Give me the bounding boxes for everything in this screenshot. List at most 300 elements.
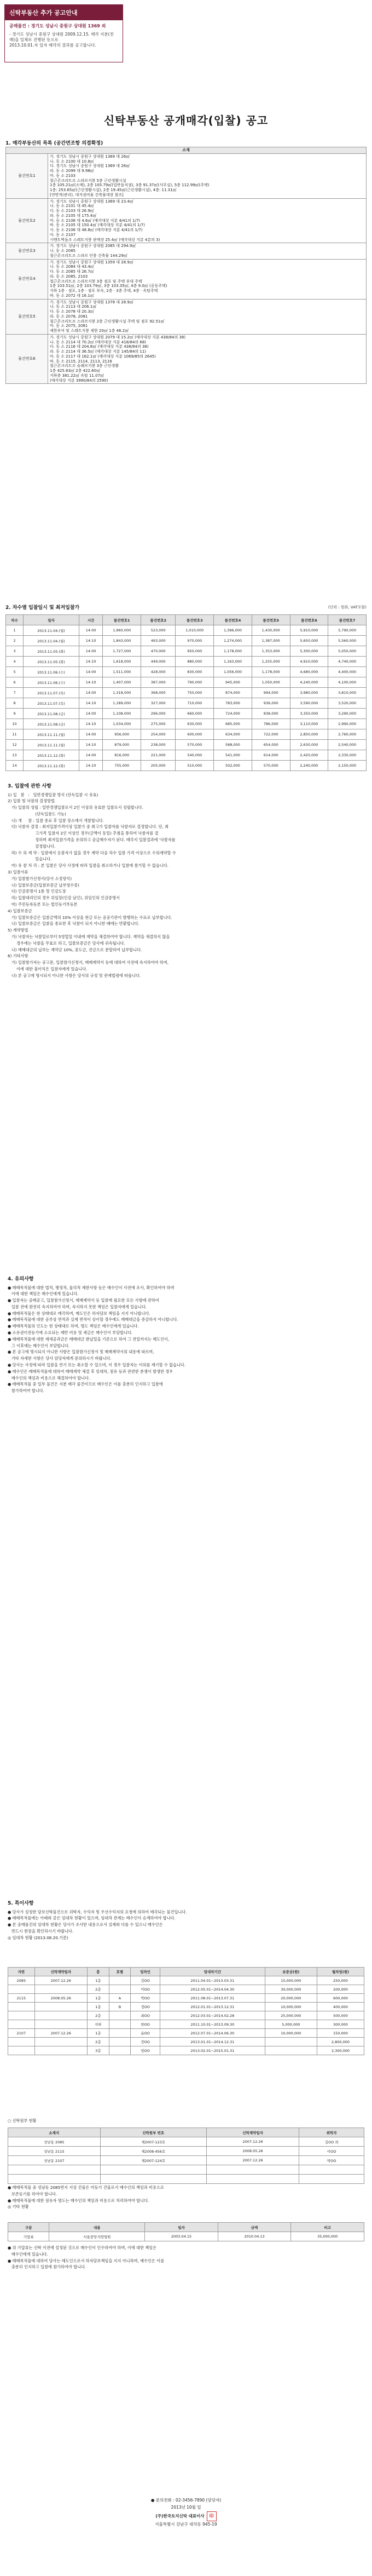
- table-cell: 2013.11.04.(월): [24, 636, 79, 646]
- table-row: [8, 1994, 364, 2003]
- row-line: 마. 동 소 2103: [50, 173, 76, 178]
- column-header: 시간: [79, 615, 102, 625]
- company-label: (주)한국토지신탁 대표이사: [155, 2513, 205, 2519]
- table-cell: 1,430,000: [252, 625, 290, 636]
- table-row: [8, 2020, 364, 2029]
- row-line: 시멘트벽돌조 스레트지붕 판매장 25.4㎡ (매각대상 지분 4분의 3): [50, 237, 160, 242]
- text-line: 가) 입찰참가자는 공고문, 입찰참가신청서, 매매계약서 등에 대하여 사전에 숙지하여야 하며,: [8, 960, 168, 965]
- table-cell: 2,150,000: [328, 761, 367, 771]
- table-cell: 14:00: [79, 646, 102, 657]
- table-cell: [109, 2046, 131, 2055]
- table-cell: 이OO: [299, 2147, 364, 2156]
- table-row: [6, 750, 367, 761]
- table-cell: 2008.05.26: [34, 1994, 87, 2003]
- table-cell: 14:10: [79, 657, 102, 667]
- table-row: [6, 198, 367, 243]
- table-cell: 2013.11.07.(목): [24, 688, 79, 698]
- column-header: 신탁원부 번호: [100, 2128, 206, 2137]
- table-cell: 5,910,000: [290, 625, 328, 636]
- table-row: [8, 2165, 364, 2175]
- table-cell: 3,590,000: [290, 698, 328, 709]
- table-cell: 634,000: [214, 729, 252, 740]
- table-cell: 가압류: [8, 2232, 49, 2241]
- row-line: 가. 경기도 성남시 중원구 상대원 1369 대 23.4㎡: [50, 199, 133, 204]
- trust-table: [8, 2128, 364, 2184]
- text-line: 그 이후에는 매수인이 부담합니다.: [8, 1343, 70, 1348]
- column-header: 물건번호3: [176, 615, 214, 625]
- row-line: 나. 동 소 2114 대 70.2㎡ (매각대상 지분 418/84의 68): [50, 340, 147, 344]
- column-header: 물건번호7: [328, 615, 367, 625]
- table-cell: [109, 2020, 131, 2029]
- table-cell: 3,980,000: [290, 688, 328, 698]
- table-cell: 541,000: [214, 750, 252, 761]
- table-cell: [8, 2011, 35, 2020]
- text-line: 매수인에게 있습니다.: [8, 2251, 48, 2257]
- column-header: 비고: [291, 2223, 364, 2232]
- table-cell: 3,350,000: [290, 709, 328, 719]
- section-heading: 2. 차수별 입찰일시 및 최저입찰가: [5, 605, 80, 611]
- table-cell: 2011.08.01~2013.07.31: [160, 1994, 265, 2003]
- table-cell: 4: [6, 657, 24, 667]
- text-line: ● 매매목적물의 인도는 현 상태대로 하며, 명도 책임은 매수인에게 있습니다.: [8, 1324, 139, 1329]
- text-line: 결정합니다.: [8, 843, 56, 849]
- table-cell: 2013.11.05.(화): [24, 657, 79, 667]
- table-cell: [8, 2046, 35, 2055]
- table-cell: 정OO: [131, 2003, 160, 2011]
- table-cell: 7: [6, 688, 24, 698]
- table-row: [6, 636, 367, 646]
- table-cell: 300,000: [317, 2020, 364, 2029]
- table-cell: 제2007-124호: [100, 2156, 206, 2165]
- table-cell: 2008.05.26: [206, 2147, 299, 2156]
- text-line: (단독입찰도 가능): [8, 811, 66, 817]
- table-cell: 2010.04.13: [218, 2232, 291, 2241]
- table-cell: [8, 2165, 101, 2175]
- notice-box-body: [5, 20, 123, 51]
- table-cell: 14:00: [79, 667, 102, 677]
- table-row: [8, 2232, 364, 2241]
- notice-banner: [0, 0, 372, 67]
- text-line: 있습니다.: [8, 856, 52, 862]
- table-cell: 9: [6, 709, 24, 719]
- table-cell: 1,407,000: [103, 677, 141, 688]
- table-cell: [100, 2175, 206, 2184]
- column-header: 구분: [8, 2223, 49, 2232]
- text-line: 나) 개 찰 : 입찰 종료 후 입찰 장소에서 개찰합니다.: [8, 818, 104, 823]
- table-cell: 3층: [87, 2046, 109, 2055]
- table-cell: [34, 2038, 87, 2046]
- notice-box: [4, 4, 123, 62]
- table-cell: 570,000: [176, 740, 214, 750]
- table-cell: [34, 2003, 87, 2011]
- table-cell: 2011.10.01~2013.09.30: [160, 2020, 265, 2029]
- notice-line: 2013.10.01.자 일자 매각의 결과를 공고합니다.: [9, 43, 96, 48]
- column-header: 소재지: [8, 2128, 101, 2137]
- table-cell: 2007.12.26: [34, 2029, 87, 2038]
- table-cell: A: [109, 1994, 131, 2003]
- row-line: 나. 동 소 2113 대 206.1㎡: [50, 304, 97, 309]
- section-heading: 3. 입찰에 관한 사항: [8, 784, 51, 789]
- table-cell: 4,740,000: [328, 657, 367, 667]
- table-cell: 30,000,000: [265, 1985, 317, 1994]
- table-cell: 2013.11.08.(금): [24, 719, 79, 729]
- text-line: 정하며 최저입찰가격을 유의하고 공급매수자가 된다. 매각지 입찰결과에 '낙찰자를: [8, 837, 176, 843]
- table-cell: 523,000: [141, 625, 176, 636]
- row-line: 다. 동 소 2116 대 204.8㎡ (매각대상 지분 438/84의 38): [50, 344, 149, 349]
- text-line: ◎ 기타 현황: [8, 2204, 29, 2210]
- table-cell: 540,000: [176, 750, 214, 761]
- column-header: 물건번호1: [103, 615, 141, 625]
- column-header: 일자: [24, 615, 79, 625]
- column-header: 층: [87, 1968, 109, 1976]
- table-row: [8, 2147, 364, 2156]
- table-cell: 박OO: [299, 2156, 364, 2165]
- table-row: [6, 719, 367, 729]
- table-cell: 10,000,000: [265, 2029, 317, 2038]
- table-row: [8, 2046, 364, 2055]
- table-cell: 4,240,000: [290, 677, 328, 688]
- table-cell: [299, 2175, 364, 2184]
- table-cell: 614,000: [252, 750, 290, 761]
- row-line: 가. 경기도 성남시 중원구 상대원 2085 대 294.9㎡: [50, 244, 136, 249]
- row-line: 제한부여 및 스레트지붕 제한 20㎡ 1층 46.2㎡: [50, 329, 129, 333]
- table-cell: 600,000: [317, 1994, 364, 2003]
- row-line: 라. 동 소 2105 대 175.4㎡: [50, 213, 97, 218]
- table-row: [6, 646, 367, 657]
- table-cell: 1,843,000: [103, 636, 141, 646]
- table-cell: 1,727,000: [103, 646, 141, 657]
- table-cell: 502,000: [214, 761, 252, 771]
- table-cell: B: [109, 2003, 131, 2011]
- table-row: [6, 688, 367, 698]
- table-cell: 2011.04.01~2013.03.31: [160, 1976, 265, 1985]
- table-cell: 35,000,000: [291, 2232, 364, 2241]
- table-cell: 2층: [87, 2011, 109, 2020]
- table-cell: 6: [6, 677, 24, 688]
- table-cell: 김OO: [131, 1976, 160, 1985]
- text-line: ● 매매목적물에 대한 법적, 행정적, 물리적 제한사항 등은 매수인이 사전에 조사, 확인하여야 하며: [8, 1285, 175, 1290]
- table-cell: 2,300,000: [317, 2046, 364, 2055]
- section-3: [8, 783, 364, 980]
- table-cell: 1,163,000: [214, 657, 252, 667]
- row-content: [48, 198, 367, 243]
- column-header: 차수: [6, 615, 24, 625]
- table-cell: [265, 2038, 317, 2046]
- text-line: ● 본 공고에 명시되지 아니한 사항은 입찰참가신청서 및 매매계약서의 내용에 따르며,: [8, 1349, 154, 1355]
- table-cell: 성남동 2085: [8, 2137, 101, 2147]
- row-line: 철근콘크리트조 스라브지붕 2층 근린생활시설 주택 및 점포 92.51㎡: [50, 319, 165, 324]
- row-line: 다. 경기도 성남시 중원구 상대원 1369 대 26㎡: [50, 164, 130, 169]
- table-cell: 2013.02.01~2015.01.31: [160, 2046, 265, 2055]
- table-row: [6, 677, 367, 688]
- table-cell: 254,000: [141, 729, 176, 740]
- row-line: 가. 경기도 성남시 중원구 상대원 1369 대 26㎡: [50, 154, 130, 159]
- row-line: 지하층 381.22㎡ 옥탑 11.07㎡: [50, 373, 104, 378]
- table-cell: 25,000,000: [265, 2011, 317, 2020]
- table-row: [8, 2137, 364, 2147]
- table-cell: [109, 1985, 131, 1994]
- table-cell: 570,000: [252, 761, 290, 771]
- row-line: 아. 동 소 2107: [50, 232, 76, 237]
- table-cell: 2007.12.26: [206, 2137, 299, 2147]
- table-cell: 14:10: [79, 719, 102, 729]
- table-cell: 588,000: [214, 740, 252, 750]
- table-cell: 205,000: [141, 761, 176, 771]
- text-line: ● 매매목적물 중 일부 물건은 지분 매각 물건이므로 매수인은 이를 충분히 인지하고 입찰에: [8, 1382, 163, 1387]
- table-cell: 14:10: [79, 677, 102, 688]
- table-cell: 783,000: [214, 698, 252, 709]
- text-line: 다) 인감증명서 1통 및 인감도장: [8, 889, 66, 894]
- text-line: 나) 입찰보증금(입찰보증금 납부영수증): [8, 882, 79, 888]
- row-line: 철근콘크리트조 스라브지붕 3층 점포 및 주택 부대 주택: [50, 279, 142, 284]
- table-cell: 2013.11.12.(화): [24, 761, 79, 771]
- table-cell: 660,000: [176, 709, 214, 719]
- company-address: 서울특별시 강남구 대치동 945-19: [155, 2521, 217, 2527]
- table-row: [6, 299, 367, 334]
- column-header: 신탁계약일자: [34, 1968, 87, 1976]
- table-row: [6, 657, 367, 667]
- table-cell: 750,000: [176, 688, 214, 698]
- table-row: [8, 2003, 364, 2011]
- table-row: [8, 2156, 364, 2165]
- table-cell: [34, 2046, 87, 2055]
- table-row: [6, 667, 367, 677]
- column-header: 물건번호5: [252, 615, 290, 625]
- table-row: [6, 153, 367, 198]
- column-header: 물건번호6: [290, 615, 328, 625]
- table-cell: 4,100,000: [328, 677, 367, 688]
- section-5c: [8, 2245, 364, 2271]
- text-line: ● 매매목적물은 현 상태대로 매각하며, 매도인은 하자담보 책임을 지지 아니합니다.: [8, 1310, 150, 1316]
- column-header: 물건번호4: [214, 615, 252, 625]
- row-line: 지하 1층 · 점포, 1층 · 점포 부속, 2층 · 3층 주택, 4층 · 옥탑주택: [50, 289, 158, 293]
- table-cell: 서울중앙지방법원: [49, 2232, 145, 2241]
- table-cell: 2,800,000: [317, 2038, 364, 2046]
- table-cell: 15,000,000: [265, 1976, 317, 1985]
- table-cell: 윤OO: [131, 2029, 160, 2038]
- row-line: 철근콘크리트조 스라브지붕 5층 근린생활시설: [50, 178, 126, 183]
- section-5: [8, 1900, 364, 1941]
- table-row: [8, 2038, 364, 2046]
- row-line: 마. 동 소 2117 대 162.1㎡ (매각대상 지분 1069/85의 2645): [50, 354, 156, 359]
- text-line: 라) 수 의 계 약 : 입찰에서 응찰자가 없을 경우 계약 다음 차수 입찰 가격 이상으로 수의계약할 수: [8, 850, 176, 855]
- row-content: [48, 153, 367, 198]
- table-cell: 2013.11.07.(목): [24, 698, 79, 709]
- row-content: [48, 243, 367, 259]
- column-header: 일자: [145, 2223, 218, 2232]
- table-cell: 14:10: [79, 761, 102, 771]
- table-cell: [8, 2020, 35, 2029]
- table-cell: 5,790,000: [328, 625, 367, 636]
- table-cell: 2013.01.01~2014.12.31: [160, 2038, 265, 2046]
- table-cell: 5,000,000: [265, 2020, 317, 2029]
- text-line: 반드시 현장을 확인하시기 바랍니다.: [8, 1928, 74, 1934]
- table-cell: [109, 2011, 131, 2020]
- table-cell: 387,000: [141, 677, 176, 688]
- row-content: [48, 299, 367, 334]
- notice-box-title: 공매물건 : 경기도 성남시 중원구 상대원 1369 외: [9, 24, 106, 28]
- table-cell: 2,540,000: [328, 740, 367, 750]
- table-cell: 200,000: [317, 1985, 364, 1994]
- table-cell: 1,353,000: [252, 646, 290, 657]
- table-cell: 1층: [87, 2003, 109, 2011]
- table-cell: 10,000,000: [265, 2003, 317, 2011]
- row-line: 1층 105.21㎡(소매), 2층 105.79㎡(일반음식점), 3층 91.37㎡(사무실), 5층 112.99㎡(주택): [50, 183, 210, 188]
- table-cell: 성남동 2115: [8, 2147, 101, 2156]
- table-cell: 1,511,000: [103, 667, 141, 677]
- row-line: 1층 103.51㎡, 2층 103.79㎡, 3층 103.35㎡, 4층 9.0㎡ (공동주택): [50, 284, 167, 289]
- table-cell: 3,810,000: [328, 688, 367, 698]
- table-cell: 936,000: [252, 698, 290, 709]
- table-cell: [8, 2175, 101, 2184]
- table-cell: [109, 2038, 131, 2046]
- table-cell: 327,000: [141, 698, 176, 709]
- text-line: 고가격 입찰자 2인 이상인 경우(금액이 동일) 추첨을 통하여 낙찰자를 결: [8, 831, 159, 836]
- text-line: 충분히 인지하고 입찰에 참가하여야 합니다.: [8, 2264, 86, 2270]
- column-header: 물건번호2: [141, 615, 176, 625]
- text-line: 라) 입찰대리인의 경우 위임장(인감 날인), 위임인의 인감증명서: [8, 895, 120, 901]
- table-cell: 755,000: [103, 761, 141, 771]
- table-cell: [206, 2175, 299, 2184]
- table-cell: 250,000: [317, 1976, 364, 1985]
- notice-date: 2013년 10월 일: [171, 2504, 201, 2510]
- table-cell: 2013.11.06.(수): [24, 667, 79, 677]
- table-cell: 3: [6, 646, 24, 657]
- table-cell: 368,000: [141, 688, 176, 698]
- text-line: 이에 대한 책임은 매수인에게 있습니다.: [8, 1291, 79, 1297]
- table-cell: 2층: [87, 2038, 109, 2046]
- row-content: [48, 334, 367, 384]
- table-cell: 2003.04.15: [145, 2232, 218, 2241]
- table-cell: 5,050,000: [328, 646, 367, 657]
- table-row: [8, 1976, 364, 1985]
- table-cell: 5,650,000: [290, 636, 328, 646]
- row-key: 물건번호2: [6, 198, 48, 243]
- section-4: [8, 1276, 364, 1395]
- table-cell: 14:00: [79, 625, 102, 636]
- table-row: [8, 1985, 364, 1994]
- table-cell: 박OO: [131, 1994, 160, 2003]
- table-cell: 11: [6, 729, 24, 740]
- row-line: 사. 동 소 2106 대 48.8㎡ (매각대상 지분 4/41의 1/7): [50, 228, 143, 232]
- column-header: 임대차기간: [160, 1968, 265, 1976]
- table-cell: 1층: [87, 2029, 109, 2038]
- table-cell: 제2008-456호: [100, 2147, 206, 2156]
- table-cell: 14:10: [79, 636, 102, 646]
- text-line: 참가하여야 합니다.: [8, 1388, 44, 1394]
- row-key: 물건번호3: [6, 243, 48, 259]
- table-cell: 2,990,000: [328, 719, 367, 729]
- table-cell: 950,000: [176, 646, 214, 657]
- table-cell: 2107: [8, 2029, 35, 2038]
- column-header: 신탁계약일자: [206, 2128, 299, 2137]
- row-key: 물건번호6: [6, 334, 48, 384]
- text-line: 6) 기타사항: [8, 953, 28, 959]
- text-line: ◎ 임대차 현황 (2013.08.20.기준): [8, 1935, 68, 1940]
- table-cell: 14:10: [79, 740, 102, 750]
- company-name: [0, 2511, 372, 2521]
- text-line: 기타 자세한 사항은 당사 담당자에게 문의하시기 바랍니다.: [8, 1356, 112, 1361]
- row-key: 물건번호1: [6, 153, 48, 198]
- table-cell: [8, 2038, 35, 2046]
- table-cell: [34, 2020, 87, 2029]
- table-cell: 2012.05.01~2014.04.30: [160, 1985, 265, 1994]
- row-content: [48, 259, 367, 299]
- column-header: 위탁자: [299, 2128, 364, 2137]
- table-cell: 14:00: [79, 709, 102, 719]
- table-cell: [206, 2165, 299, 2175]
- table-cell: 1,618,000: [103, 657, 141, 667]
- text-line: ● 매매목적물 중 성남동 2085번지 지상 건물은 미등기 건물로서 매수인의 책임과 비용으로: [8, 2185, 164, 2190]
- column-header: 월차임(원): [317, 1968, 364, 1976]
- table-cell: 1,396,000: [214, 625, 252, 636]
- table-cell: 786,000: [252, 719, 290, 729]
- table-cell: 880,000: [176, 657, 214, 667]
- table-cell: 1,189,000: [103, 698, 141, 709]
- table-cell: 14:10: [79, 698, 102, 709]
- table-cell: 1층: [87, 1976, 109, 1985]
- table-cell: 600,000: [176, 729, 214, 740]
- footer: [0, 2497, 372, 2528]
- table-cell: 14:00: [79, 729, 102, 740]
- table-cell: 2013.11.05.(화): [24, 646, 79, 657]
- table-cell: 3,290,000: [328, 709, 367, 719]
- row-line: 1층 425.83㎡ 2층 422.60㎡: [50, 369, 101, 373]
- table-cell: 1,318,000: [103, 688, 141, 698]
- table-cell: 970,000: [176, 636, 214, 646]
- table-cell: 5: [6, 667, 24, 677]
- notice-box-header: 신탁부동산 추가 공고안내: [5, 5, 123, 20]
- row-line: 마. 동 소 2075, 2081: [50, 324, 88, 329]
- table-cell: 14:00: [79, 688, 102, 698]
- table-cell: [109, 1976, 131, 1985]
- table-cell: 1,108,000: [103, 709, 141, 719]
- table-cell: 2013.11.06.(수): [24, 677, 79, 688]
- table-cell: 724,000: [214, 709, 252, 719]
- column-header: 호별: [109, 1968, 131, 1976]
- table-cell: [8, 1985, 35, 1994]
- table-cell: 3,520,000: [328, 698, 367, 709]
- table-cell: 2,850,000: [290, 729, 328, 740]
- table-cell: 2012.01.01~2013.12.31: [160, 2003, 265, 2011]
- table-cell: 4,680,000: [290, 667, 328, 677]
- table-cell: 1,387,000: [252, 636, 290, 646]
- row-key: 물건번호5: [6, 299, 48, 334]
- row-line: 바. 동 소 2115, 2114, 2113, 2116: [50, 359, 112, 364]
- row-line: 가. 경기도 성남시 중원구 상대원 1359 대 28.9㎡: [50, 260, 133, 264]
- table-cell: 5,300,000: [290, 646, 328, 657]
- text-line: 마) 유 찰 처 리 : 본 입찰은 당사 사정에 따라 입찰을 취소하거나 입찰에 참가할 수 없습니다.: [8, 863, 168, 869]
- table-cell: 722,000: [252, 729, 290, 740]
- row-line: 라. 동 소 2114 대 36.5㎡ (매각대상 지분 145/84의 11): [50, 349, 147, 354]
- text-line: ● 매매목적물에 대한 제세공과금은 매매대금 완납일을 기준으로 하여 그 전일까지는 매도인이,: [8, 1336, 170, 1342]
- table-cell: 1층: [87, 1994, 109, 2003]
- table-cell: 14:00: [79, 750, 102, 761]
- text-line: 가) 낙찰자는 낙찰일로부터 5영업일 이내에 계약을 체결하여야 합니다. 계약을 체결하지 않을: [8, 934, 170, 940]
- column-header: 지번: [8, 1968, 35, 1976]
- col-header: 소재: [6, 147, 367, 154]
- text-line: 1) 입 찰 : 일반경쟁입찰 방식 (단독입찰 시 유효): [8, 792, 98, 797]
- text-line: 4) 입찰보증금: [8, 908, 32, 913]
- row-line: 철근콘크리트조 슬래브지붕 3층 근린생활: [50, 364, 119, 369]
- table-cell: 10: [6, 719, 24, 729]
- table-cell: 3,110,000: [290, 719, 328, 729]
- row-line: 마. 동 소 2106 대 4.6㎡ (매각대상 지분 4/41의 1/7): [50, 218, 141, 223]
- table-cell: 493,000: [141, 636, 176, 646]
- table-cell: 956,000: [103, 729, 141, 740]
- table-cell: 12: [6, 740, 24, 750]
- table-cell: 1,178,000: [252, 667, 290, 677]
